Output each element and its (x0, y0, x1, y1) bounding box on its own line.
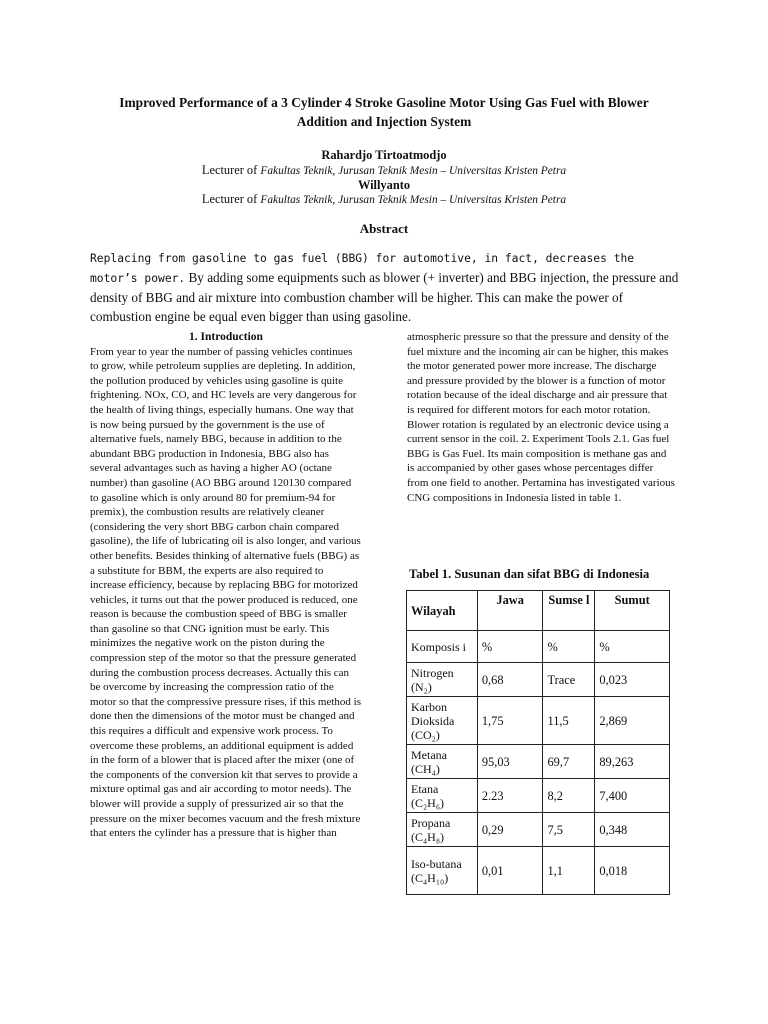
table-cell: % (477, 631, 543, 663)
table-cell: 7,5 (543, 813, 595, 847)
table-cell: 69,7 (543, 745, 595, 779)
row-formula: (CO₂) (411, 727, 440, 742)
table-cell: 95,03 (477, 745, 543, 779)
row-name: Nitrogen (411, 665, 454, 680)
table-row (407, 631, 670, 663)
author-name-2: Willyanto (357, 178, 411, 192)
row-name: Komposis i (411, 639, 467, 654)
row-name: Propana (411, 815, 451, 830)
row-label (407, 813, 478, 847)
row-label (407, 847, 478, 895)
author-role-2: Lecturer of (201, 192, 258, 206)
author-role-1: Lecturer of (201, 163, 258, 177)
table-row (407, 847, 670, 895)
table-cell: 0,348 (595, 813, 670, 847)
abstract-heading: Abstract (359, 221, 409, 236)
author-affiliation-1 (0, 163, 768, 178)
table-cell: 7,400 (595, 779, 670, 813)
table-cell: % (595, 631, 670, 663)
table-cell: % (543, 631, 595, 663)
row-label (407, 745, 478, 779)
table-cell: Trace (543, 663, 595, 697)
table-cell: 1,75 (477, 697, 543, 745)
abstract-text (90, 248, 680, 326)
row-formula: (N₂) (411, 679, 432, 694)
table-cell: 0,023 (595, 663, 670, 697)
row-label (407, 779, 478, 813)
affiliation-text-1: Fakultas Teknik, Jurusan Teknik Mesin – Universitas Kristen Petra (260, 165, 567, 177)
header-jawa: Jawa (477, 591, 543, 631)
introduction-body: From year to year the number of passing vehicles continues to grow, while petroleum supplies are depleting. In addition, the pollution produced by vehicles using gasoline is quite frightening. NOx, CO, and HC levels are very dangerous for the health of living things, especially humans. One way that is now being pursued by the government is the use of alternative fuels, namely BBG, because in addition to the abundant BBG production in Indonesia, BBG also has several advantages such as having a higher AO (octane number) than gasoline (AO BBG around 120130 compared to gasoline which is only around 80 for premium-94 for premix), the combustion results are relatively cleaner (considering the very short BBG carbon chain compared gasoline), the life of lubricating oil is also longer, and various other benefits. Besides thinking of alternative fuels (BBG) as a substitute for BBM, the experts are also required to increase efficiency, because by replacing BBG for motorized vehicles, it turns out that the power produced is reduced, one reason is because the combustion speed of BBG is smaller than gasoline so that CNG ignition must be early. This minimizes the negative work on the piston during the compression step of the motor so that the pressure generated during the combustion process decreases. Actually this can be overcome by increasing the compression ratio of the motor so that the compressive pressure rises, if this method is done then the dimensions of the motor must be changed and this requires a difficult and expensive work process. To overcome these problems, an additional equipment is added in the form of a blower that is placed after the mixer (one of the components of the conversion kit that serves to provide a mixture optimal gas and air according to motor needs). The blower will provide a supply of pressurized air so that the pressure on the mixer becomes vacuum and the fresh mixture that enters the cylinder has a pressure that is higher than (90, 345, 361, 840)
row-name: Karbon Dioksida (411, 699, 455, 728)
row-formula: (C₄H₁₀) (411, 870, 449, 885)
table-cell: 0,29 (477, 813, 543, 847)
table-caption: Tabel 1. Susunan dan sifat BBG di Indonesia (409, 567, 650, 581)
row-name: Metana (411, 747, 447, 762)
row-name: Etana (411, 781, 439, 796)
paper-title: Improved Performance of a 3 Cylinder 4 Stroke Gasoline Motor Using Gas Fuel with Blower Addition and Injection System (119, 95, 649, 129)
table-header-row (407, 591, 670, 631)
table-cell: 1,1 (543, 847, 595, 895)
abstract-first-sentence: Replacing from gasoline to gas fuel (BBG) for automotive, in fact, decreases the motor’s power. (90, 252, 635, 285)
introduction-continued: atmospheric pressure so that the pressure and density of the fuel mixture and the incoming air can be higher, this makes the motor generated power more increase. The discharge and pressure provided by the blower is a function of motor rotation because of the ideal discharge and air pressure that is required for different motors for each motor rotation. Blower rotation is regulated by an electronic device using a current sensor in the coil. 2. Experiment Tools 2.1. Gas fuel BBG is Gas Fuel. Its main composition is methane gas and is accompanied by other gases whose percentages differ from one field to another. Pertamina has investigated various CNG compositions in Indonesia listed in table 1. (407, 331, 675, 504)
row-label (407, 697, 478, 745)
author-affiliation-2 (0, 192, 768, 207)
table-row (407, 813, 670, 847)
table-row (407, 745, 670, 779)
table-cell: 2,869 (595, 697, 670, 745)
header-wilayah: Wilayah (407, 591, 478, 631)
row-formula: (C₂H₆) (411, 795, 445, 810)
table-cell: 0,01 (477, 847, 543, 895)
row-name: Iso-butana (411, 856, 462, 871)
table-cell: 8,2 (543, 779, 595, 813)
header-sumsel: Sumse l (543, 591, 595, 631)
left-column (90, 330, 362, 841)
row-label (407, 631, 478, 663)
row-label (407, 663, 478, 697)
table-cell: 89,263 (595, 745, 670, 779)
header-sumut: Sumut (595, 591, 670, 631)
row-formula: (C₄H₈) (411, 829, 445, 844)
bbg-composition-table (406, 590, 670, 895)
table-row (407, 697, 670, 745)
table-cell: 0,018 (595, 847, 670, 895)
right-column (407, 330, 675, 505)
table-cell: 2.23 (477, 779, 543, 813)
abstract-rest: By adding some equipments such as blower (+ inverter) and BBG injection, the pressure and density of BBG and air mixture into combustion chamber will be higher. This can make the power of combustion engine be equal even bigger than using gasoline. (90, 270, 679, 324)
table-cell: 0,68 (477, 663, 543, 697)
table-row (407, 663, 670, 697)
row-formula: (CH₄) (411, 761, 440, 776)
table-cell: 11,5 (543, 697, 595, 745)
section-heading-introduction: 1. Introduction (189, 331, 263, 343)
author-name-1: Rahardjo Tirtoatmodjo (321, 148, 447, 162)
affiliation-text-2: Fakultas Teknik, Jurusan Teknik Mesin – Universitas Kristen Petra (260, 194, 567, 206)
table-row (407, 779, 670, 813)
